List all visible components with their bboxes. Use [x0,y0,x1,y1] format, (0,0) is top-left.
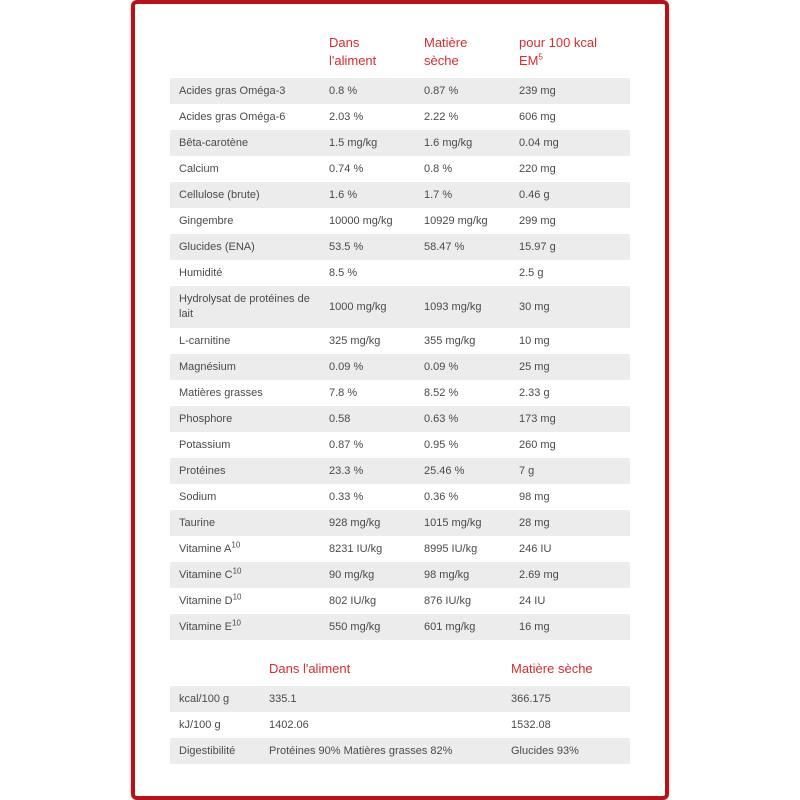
nutrient-name [170,510,320,536]
table-row [170,484,630,510]
nutrient-label: Potassium [179,438,231,451]
value-pour-100-kcal: 10 mg [519,334,550,347]
value-pour-100-kcal: 2.69 mg [510,562,630,588]
nutrient-label: Bêta-carotène [179,136,249,149]
table-row [170,738,630,764]
table-row [170,328,630,354]
value-dans-aliment: 0.74 % [329,162,364,175]
energy-label: kcal/100 g [170,686,260,712]
value-matiere-seche: 2.22 % [424,110,459,123]
energy-matiere-seche: 366.175 [502,686,630,712]
table-row [170,286,630,328]
nutrient-name [170,484,320,510]
value-pour-100-kcal: 299 mg [519,214,556,227]
energy-label: Digestibilité [170,738,260,764]
energy-table-header [170,656,630,686]
value-pour-100-kcal: 30 mg [510,286,630,328]
value-matiere-seche: 0.8 % [424,162,453,175]
value-matiere-seche: 1.6 mg/kg [415,130,510,156]
value-matiere-seche: 98 mg/kg [415,562,510,588]
nutrient-name [170,182,320,208]
nutrient-label: Matières grasses [179,386,263,399]
table-row [170,208,630,234]
value-pour-100-kcal: 25 mg [510,354,630,380]
value-dans-aliment: 802 IU/kg [329,594,377,607]
value-dans-aliment: 325 mg/kg [329,334,381,347]
value-matiere-seche: 1093 mg/kg [415,286,510,328]
value-matiere-seche: 0.95 % [424,438,459,451]
nutrient-label: Taurine [179,516,216,529]
value-pour-100-kcal: 2.5 g [519,266,544,279]
table-row [170,182,630,208]
value-dans-aliment: 8.5 % [329,266,358,279]
value-dans-aliment: 550 mg/kg [320,614,415,640]
nutrient-label: Vitamine C [179,568,233,581]
table-row [170,380,630,406]
value-dans-aliment: 1.6 % [320,182,415,208]
value-dans-aliment: 0.09 % [320,354,415,380]
value-dans-aliment: 0.87 % [329,438,364,451]
nutrient-label: Acides gras Oméga-6 [179,110,286,123]
nutrient-name [170,380,320,406]
value-pour-100-kcal: 246 IU [519,542,552,555]
energy-matiere-seche: Glucides 93% [502,738,630,764]
nutrient-name [170,286,320,328]
table-row [170,78,630,104]
energy-header-empty [170,656,260,686]
table-row [170,234,630,260]
value-matiere-seche: 8995 IU/kg [424,542,478,555]
header-matiere-seche: Matière sèche [424,35,468,68]
nutrient-label: Phosphore [179,412,233,425]
value-pour-100-kcal: 15.97 g [510,234,630,260]
nutrient-name [170,614,320,640]
table-row [170,104,630,130]
energy-label: kJ/100 g [179,718,221,731]
value-dans-aliment: 1000 mg/kg [320,286,415,328]
nutrient-name [170,208,320,234]
nutrient-name [170,354,320,380]
value-dans-aliment: 0.33 % [329,490,364,503]
value-matiere-seche: 1015 mg/kg [415,510,510,536]
footnote-marker: 10 [232,617,241,627]
nutrient-label: Glucides (ENA) [179,240,255,253]
value-dans-aliment: 8231 IU/kg [329,542,383,555]
table-row [170,562,630,588]
value-pour-100-kcal: 2.33 g [519,386,550,399]
value-matiere-seche: 876 IU/kg [424,594,472,607]
table-row [170,156,630,182]
nutrient-label: Hydrolysat de protéines de lait [179,293,310,320]
value-dans-aliment: 0.58 [320,406,415,432]
footnote-marker: 10 [232,591,242,601]
value-dans-aliment: 0.8 % [320,78,415,104]
value-matiere-seche: 10929 mg/kg [424,214,488,227]
nutrient-name [170,234,320,260]
header-footnote: 5 [538,52,543,62]
nutrient-name [170,588,320,614]
nutrient-label: Protéines [179,464,226,477]
energy-dans-aliment: 335.1 [260,686,502,712]
nutrient-label: Vitamine D [179,594,233,607]
value-matiere-seche: 0.09 % [415,354,510,380]
nutrient-label: Acides gras Oméga-3 [179,84,286,97]
value-dans-aliment: 7.8 % [329,386,358,399]
table-row [170,588,630,614]
nutrient-label: Vitamine E [179,620,232,633]
nutrition-table [170,34,630,640]
nutrient-label: Calcium [179,162,219,175]
value-matiere-seche: 25.46 % [415,458,510,484]
energy-dans-aliment: Protéines 90% Matières grasses 82% [260,738,502,764]
header-dans-aliment: Dans l'aliment [329,35,377,68]
table-row [170,432,630,458]
nutrient-label: Cellulose (brute) [179,188,260,201]
value-matiere-seche: 0.87 % [415,78,510,104]
nutrient-name [170,260,320,286]
value-pour-100-kcal: 606 mg [519,110,556,123]
value-dans-aliment: 53.5 % [320,234,415,260]
nutrient-label: Sodium [179,490,217,503]
nutrient-label: Gingembre [179,214,234,227]
nutrient-label: Vitamine A [179,542,232,555]
value-matiere-seche: 1.7 % [415,182,510,208]
nutrient-name [170,328,320,354]
value-matiere-seche [415,260,510,286]
nutrient-name [170,432,320,458]
header-empty [170,34,320,78]
nutrient-label: L-carnitine [179,334,231,347]
value-pour-100-kcal: 28 mg [510,510,630,536]
value-matiere-seche: 0.36 % [424,490,459,503]
table-row [170,686,630,712]
nutrient-label: Humidité [179,266,223,279]
value-pour-100-kcal: 24 IU [519,594,546,607]
table-row [170,130,630,156]
value-matiere-seche: 601 mg/kg [415,614,510,640]
table-row [170,260,630,286]
value-pour-100-kcal: 260 mg [519,438,556,451]
table-row [170,536,630,562]
nutrient-label: Magnésium [179,360,236,373]
nutrient-name [170,562,320,588]
table-row [170,614,630,640]
value-matiere-seche: 0.63 % [415,406,510,432]
value-pour-100-kcal: 173 mg [510,406,630,432]
energy-matiere-seche: 1532.08 [511,718,551,731]
value-dans-aliment: 1.5 mg/kg [320,130,415,156]
value-pour-100-kcal: 7 g [510,458,630,484]
table-row [170,510,630,536]
nutrient-name [170,156,320,182]
value-dans-aliment: 90 mg/kg [320,562,415,588]
nutrition-table-header [170,34,630,78]
value-pour-100-kcal: 98 mg [519,490,550,503]
value-matiere-seche: 58.47 % [415,234,510,260]
nutrient-name [170,130,320,156]
nutrient-name [170,406,320,432]
table-row [170,458,630,484]
energy-header-matiere-seche: Matière sèche [511,661,593,676]
header-pour-100-kcal: pour 100 kcal $EM^5$ [519,35,598,68]
value-dans-aliment: 928 mg/kg [320,510,415,536]
value-dans-aliment: 23.3 % [320,458,415,484]
value-pour-100-kcal: 0.46 g [510,182,630,208]
value-dans-aliment: 2.03 % [329,110,364,123]
energy-table [170,656,630,764]
energy-dans-aliment: 1402.06 [269,718,309,731]
footnote-marker: 10 [232,565,242,575]
table-row [170,712,630,738]
energy-header-dans-aliment: Dans l'aliment [269,661,351,676]
nutrient-name [170,78,320,104]
nutrient-name [170,536,320,562]
value-matiere-seche: 355 mg/kg [424,334,476,347]
footnote-marker: 10 [231,539,241,549]
value-pour-100-kcal: 239 mg [510,78,630,104]
value-pour-100-kcal: 0.04 mg [510,130,630,156]
nutrient-name [170,104,320,130]
value-dans-aliment: 10000 mg/kg [329,214,393,227]
value-pour-100-kcal: 16 mg [510,614,630,640]
table-row [170,406,630,432]
nutrient-name [170,458,320,484]
value-pour-100-kcal: 220 mg [519,162,556,175]
value-matiere-seche: 8.52 % [424,386,459,399]
table-row [170,354,630,380]
